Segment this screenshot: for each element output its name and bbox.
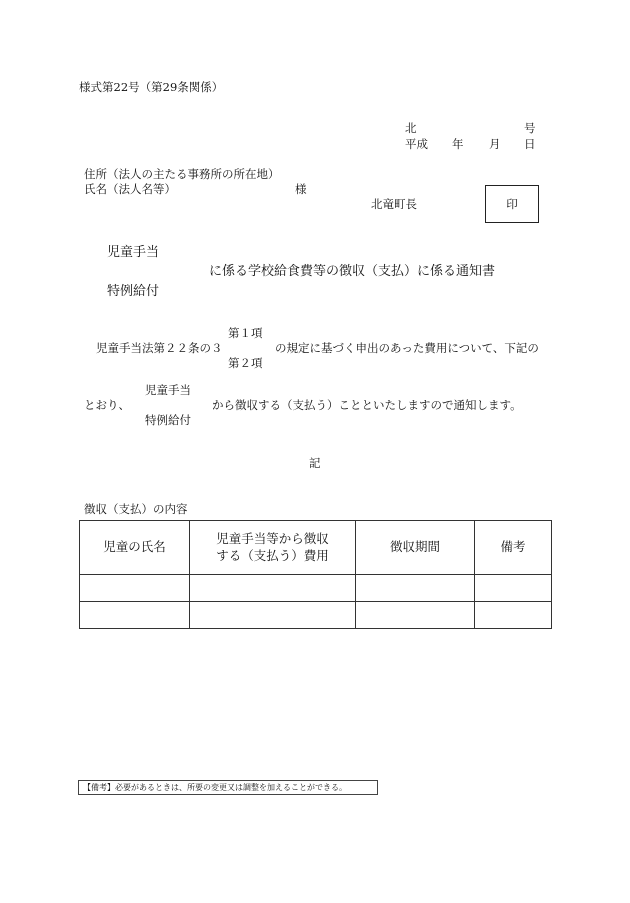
body-option-tokurei-kyufu: 特例給付 [145,413,191,427]
seal-label: 印 [506,197,518,211]
body-line1-suffix: の規定に基づく申出のあった費用について、下記の [275,341,539,355]
header-hi: 日 [524,137,536,151]
header-remarks: 備考 [475,521,552,575]
body-line2-prefix: とおり、 [84,398,130,412]
header-child-name: 児童の氏名 [80,521,190,575]
name-label: 氏名（法人名等） [84,182,176,196]
ki-label: 記 [309,456,321,470]
table-cell[interactable] [190,575,356,602]
header-cost: 児童手当等から徴収 する（支払う）費用 [190,521,356,575]
issuer: 北竜町長 [371,197,417,211]
header-period: 徴収期間 [356,521,475,575]
table-cell[interactable] [475,575,552,602]
table-row [80,575,552,602]
address-label: 住所（法人の主たる事務所の所在地） [84,167,280,181]
title-option-tokurei-kyufu: 特例給付 [107,284,160,299]
note-text: 【備考】必要があるときは、所要の変更又は調整を加えることができる。 [83,783,347,792]
body-line2-suffix: から徴収する（支払う）ことといたしますので通知します。 [212,398,522,412]
clause-2: 第２項 [228,356,263,370]
sama-label: 様 [295,182,307,196]
table-cell[interactable] [80,602,190,629]
table-cell[interactable] [190,602,356,629]
table-cell[interactable] [356,575,475,602]
table-header-row [80,521,552,575]
content-table [79,520,552,629]
body-option-jidou-teate: 児童手当 [145,383,191,397]
seal-box [485,185,539,223]
header-go: 号 [524,121,536,135]
document-title: に係る学校給食費等の徴収（支払）に係る通知書 [209,264,496,279]
header-kita: 北 [405,121,417,135]
header-heisei: 平成 [405,137,428,151]
header-nen: 年 [452,137,464,151]
table-row [80,602,552,629]
table-cell[interactable] [80,575,190,602]
table-caption: 徴収（支払）の内容 [84,502,188,516]
title-option-jidou-teate: 児童手当 [107,245,160,260]
header-tsuki: 月 [489,137,501,151]
clause-1: 第１項 [228,326,263,340]
note-box [78,780,378,795]
body-line1-prefix: 児童手当法第２２条の３ [96,341,223,355]
table-cell[interactable] [475,602,552,629]
form-number: 様式第22号（第29条関係） [79,80,224,94]
table-cell[interactable] [356,602,475,629]
